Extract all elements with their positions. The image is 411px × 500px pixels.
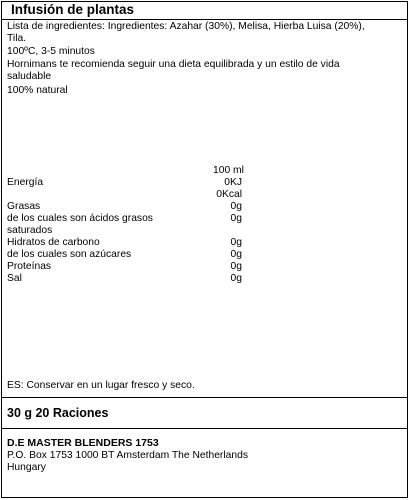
nutrition-row-label: de los cuales son ácidos grasos: [7, 213, 153, 224]
nutrition-row-value: 0g: [230, 213, 242, 224]
natural-text: 100% natural: [7, 85, 68, 96]
nutrition-header: 100 ml: [213, 165, 244, 176]
manufacturer-address: P.O. Box 1753 1000 BT Amsterdam The Netherlands: [7, 450, 248, 461]
nutrition-row-value: 0g: [230, 249, 242, 260]
product-title: Infusión de plantas: [11, 2, 135, 17]
storage-divider: [1, 397, 408, 398]
manufacturer-name: D.E MASTER BLENDERS 1753: [7, 437, 159, 449]
nutrition-row-value: 0g: [230, 237, 242, 248]
ingredients-line-1: Lista de ingredientes: Ingredientes: Azahar (30%), Melisa, Hierba Luisa (20%),: [7, 21, 365, 32]
storage-text: ES: Conservar en un lugar fresco y seco.: [7, 380, 195, 391]
nutrition-row-label: Energía: [7, 177, 44, 188]
recommendation-line-1: Hornimans te recomienda seguir una dieta equilibrada y un estilo de vida: [7, 59, 340, 70]
nutrition-row-value: 0Kcal: [216, 189, 242, 200]
quantity-text: 30 g 20 Raciones: [7, 406, 109, 420]
nutrition-row-label: Hidratos de carbono: [7, 237, 100, 248]
nutrition-row-label: de los cuales son azúcares: [7, 249, 132, 260]
quantity-divider: [1, 428, 408, 429]
nutrition-row-label: Proteínas: [7, 261, 52, 272]
nutrition-row-label: Grasas: [7, 201, 41, 212]
preparation-text: 100ºC, 3-5 minutos: [7, 46, 95, 57]
nutrition-row-value: 0g: [230, 201, 242, 212]
nutrition-row-value: 0g: [230, 261, 242, 272]
nutrition-row-value: 0g: [230, 273, 242, 284]
ingredients-line-2: Tila.: [7, 33, 27, 44]
manufacturer-country: Hungary: [7, 462, 46, 473]
nutrition-row-value: 0KJ: [224, 177, 242, 188]
title-divider: [1, 19, 408, 20]
nutrition-row-label: Sal: [7, 273, 22, 284]
recommendation-line-2: saludable: [7, 71, 52, 82]
nutrition-row-label: saturados: [7, 225, 53, 236]
